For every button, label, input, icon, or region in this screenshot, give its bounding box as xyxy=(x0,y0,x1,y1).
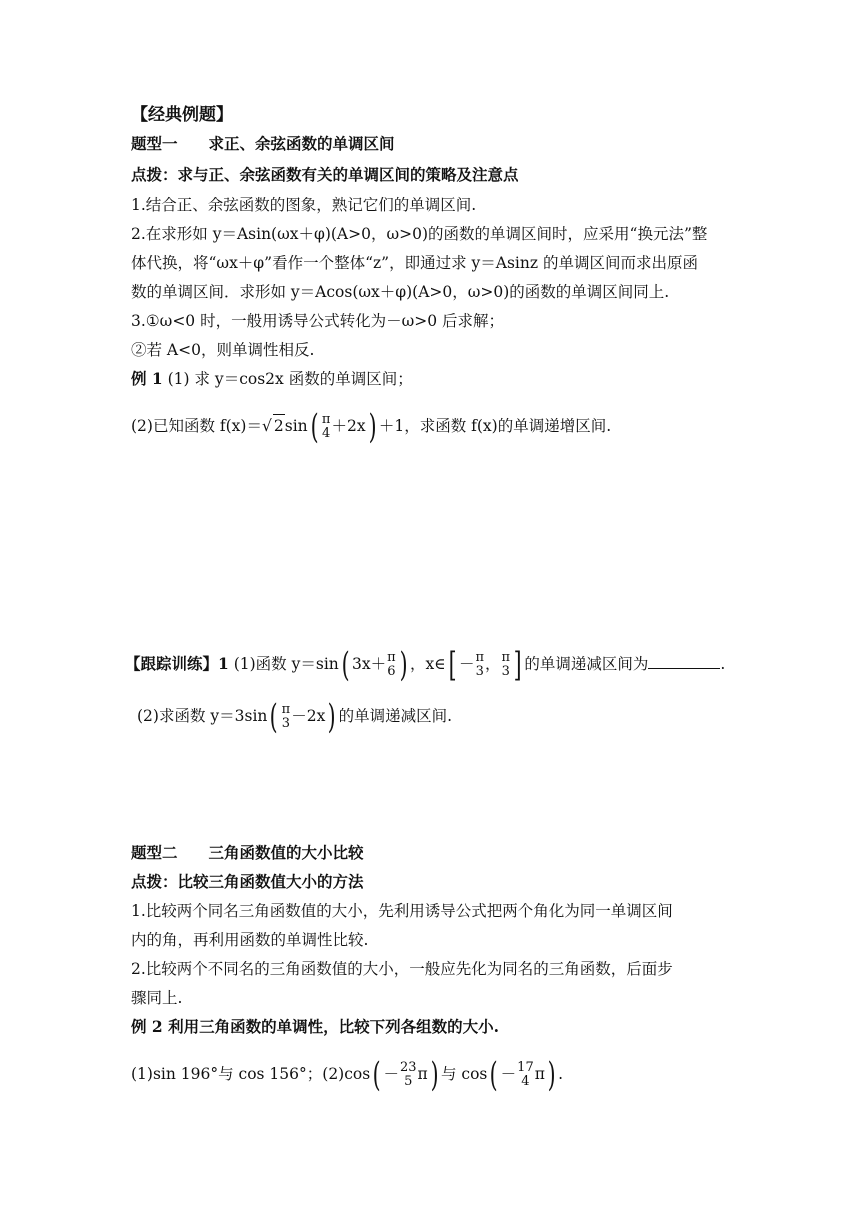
example2-prompt: 例 2 利用三角函数的单调性，比较下列各组数的大小. xyxy=(131,1017,499,1036)
type1-point-4: ②若 A<0，则单调性相反. xyxy=(131,341,315,359)
type2-point-1b: 内的角，再利用函数的单调性比较. xyxy=(131,931,369,949)
example1-q2: (2)已知函数 f(x)＝√ 2sin( π 4 ＋2x) ＋1，求函数 f(x)的单调递增区间. xyxy=(131,407,612,447)
practice-label: 【跟踪训练】1 xyxy=(125,654,229,673)
ex1-q2-sin: sin xyxy=(284,417,308,435)
ex1-q2-pre: (2)已知函数 f(x)＝ xyxy=(131,417,262,435)
type2-point-2a: 2.比较两个不同名的三角函数值的大小，一般应先化为同名的三角函数，后面步 xyxy=(131,960,673,978)
ex2-a-sign: － xyxy=(383,1065,399,1083)
type1-point-1: 1.结合正、余弦函数的图象，熟记它们的单调区间. xyxy=(131,196,477,214)
type1-point-2c: 数的单调区间．求形如 y＝Acos(ωx＋φ)(A>0，ω>0)的函数的单调区间同上. xyxy=(131,283,670,301)
ex2-b-frac: 17 4 xyxy=(517,1060,534,1089)
practice-q2: (2)求函数 y＝3sin( π 3 －2x) 的单调递减区间. xyxy=(137,697,453,737)
answer-blank[interactable] xyxy=(648,654,720,669)
practice-q1-a: π 3 xyxy=(475,650,484,679)
practice-q1-b: π 3 xyxy=(501,650,511,679)
practice-q1-minus: － xyxy=(458,655,475,673)
ex1-q2-post: ＋1，求函数 f(x)的单调递增区间. xyxy=(378,417,612,435)
practice-q2-mid: －2x xyxy=(291,707,326,725)
practice-q1-end: . xyxy=(720,655,726,673)
ex2-b-sign: － xyxy=(500,1065,517,1083)
example1-q1 xyxy=(131,368,413,390)
practice-q1-pre: (1)函数 y＝sin xyxy=(228,655,339,673)
example1-label: 例 1 xyxy=(131,369,163,388)
practice-q1-in: 3x＋ xyxy=(352,655,387,673)
practice-q1-comma: ， xyxy=(485,655,501,673)
section-header: 【经典例题】 xyxy=(131,105,233,125)
type1-heading: 题型一 求正、余弦函数的单调区间 xyxy=(131,134,395,153)
type2-point-2b: 骤同上. xyxy=(131,989,183,1007)
practice-q1-mid: ，x∈ xyxy=(409,655,446,673)
practice-q2-pre: (2)求函数 y＝3sin xyxy=(137,707,268,725)
type2-point-1a: 1.比较两个同名三角函数值的大小，先利用诱导公式把两个角化为同一单调区间 xyxy=(131,902,673,920)
type1-tip: 点拨：求与正、余弦函数有关的单调区间的策略及注意点 xyxy=(131,165,519,184)
practice-q1: 【跟踪训练】1 (1)函数 y＝sin( 3x＋ π 6 ) ，x∈[ － π 3 ， π 3 ] 的单调递减区间为 . xyxy=(125,645,726,685)
ex2-mid: 与 cos xyxy=(440,1065,488,1083)
type1-point-2b: 体代换，将“ωx＋φ”看作一个整体“z”，即通过求 y＝Asinz 的单调区间而求出原函 xyxy=(131,254,698,272)
ex1-q2-mid: ＋2x xyxy=(331,417,366,435)
ex2-end: . xyxy=(558,1065,564,1083)
practice-q2-frac: π 3 xyxy=(281,702,291,731)
example2-items: (1)sin 196°与 cos 156°；(2)cos( － 23 5 π) 与 cos( － 17 4 π) . xyxy=(131,1055,564,1095)
ex2-a-frac: 23 5 xyxy=(399,1060,417,1089)
ex2-b-pi: π xyxy=(534,1065,545,1083)
type2-heading: 题型二 三角函数值的大小比较 xyxy=(131,843,364,862)
ex1-q2-sqrt: 2 xyxy=(273,414,285,437)
ex1-q2-frac: π 4 xyxy=(321,412,331,441)
practice-q1-frac: π 6 xyxy=(387,650,396,679)
type2-tip: 点拨：比较三角函数值大小的方法 xyxy=(131,872,364,891)
example1-q1-text: (1) 求 y＝cos2x 函数的单调区间； xyxy=(167,370,413,388)
ex2-a-pi: π xyxy=(417,1065,428,1083)
practice-q1-post: 的单调递减区间为 xyxy=(524,655,649,673)
type1-point-2a: 2.在求形如 y＝Asin(ωx＋φ)(A>0，ω>0)的函数的单调区间时，应采用“换元法”整 xyxy=(131,225,708,243)
type1-point-3: 3.①ω<0 时，一般用诱导公式转化为－ω>0 后求解； xyxy=(131,312,505,330)
practice-q2-post: 的单调递减区间. xyxy=(338,707,453,725)
ex2-pre: (1)sin 196°与 cos 156°；(2)cos xyxy=(131,1065,371,1083)
